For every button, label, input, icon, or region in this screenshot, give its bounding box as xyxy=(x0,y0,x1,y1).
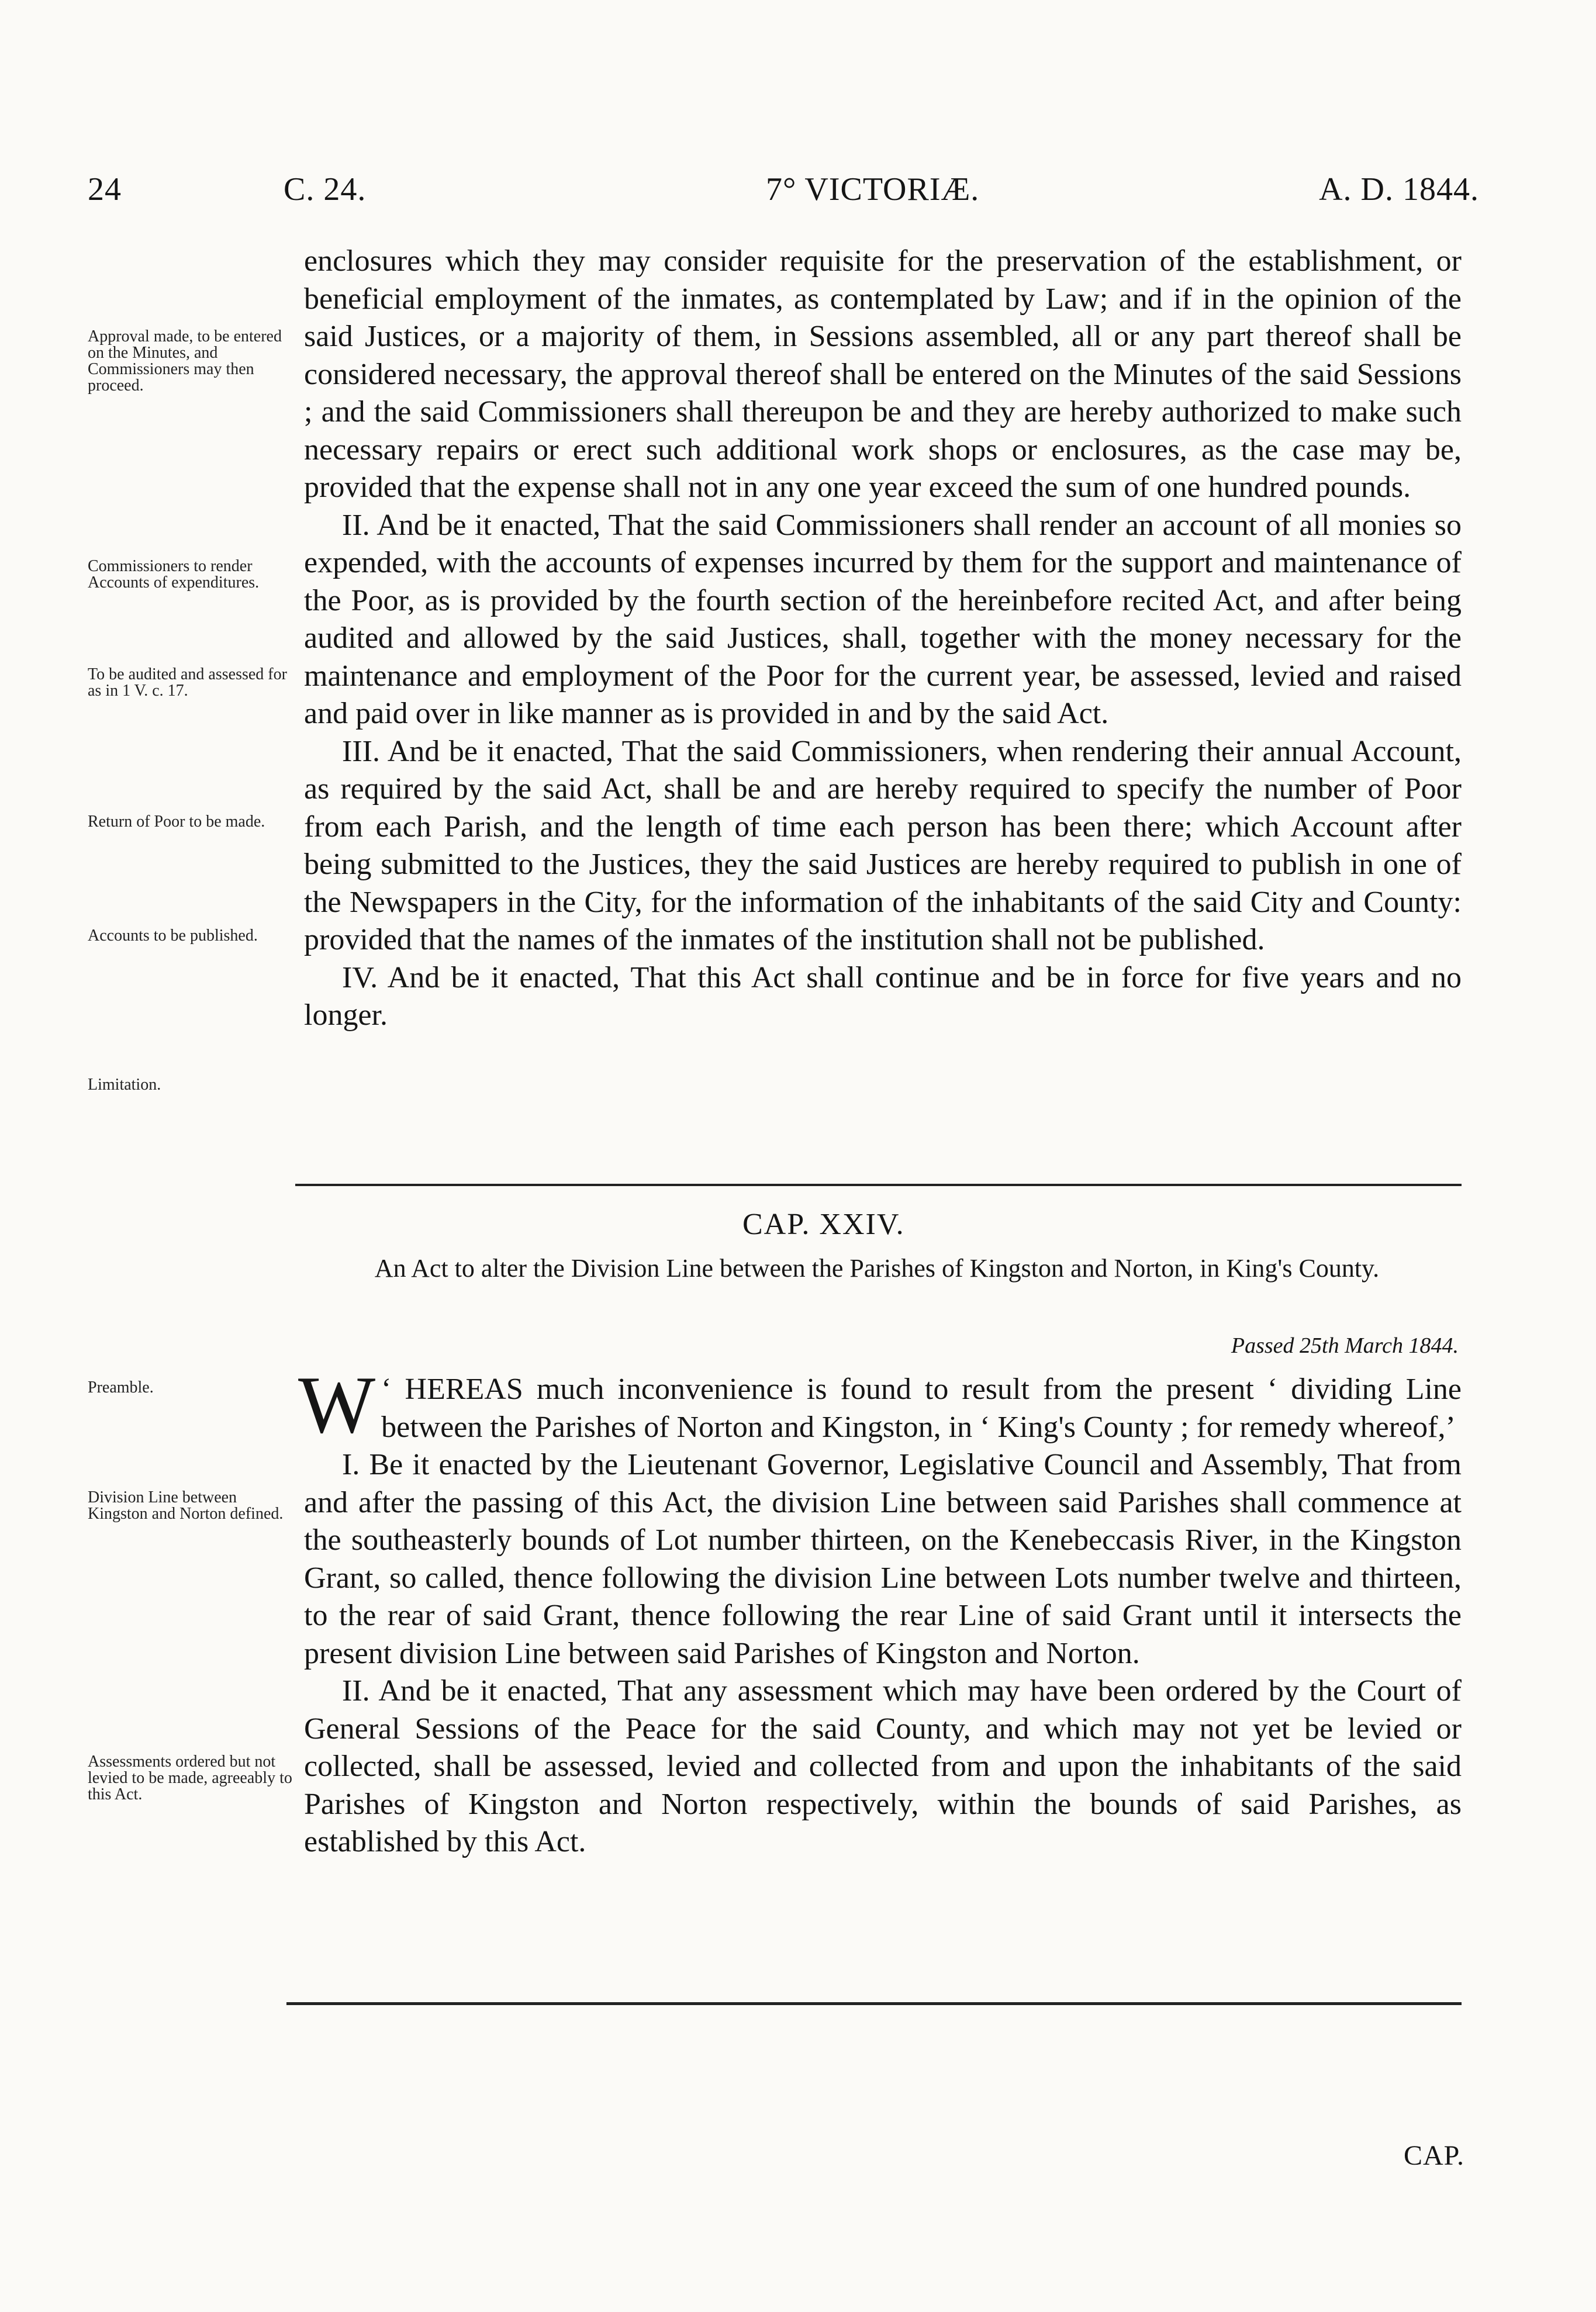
cap-xxiv-text xyxy=(298,1360,1462,1861)
continuation-paragraph: enclosures which they may consider requisite for the preservation of the establishment, or beneficial employment of the inmates, as contemplated by Law; and if in the opinion of the said Justices, or a majority of them, in Sessions assembled, all or any part thereof shall be considered necessary, the approval thereof shall be entered on the Minutes of the said Sessions ; and the said Commissioners shall thereupon be and they are hereby authorized to make such necessary repairs or erect such additional work shops or enclosures, as the case may be, provided that the expense shall not in any one year exceed the sum of one hundred pounds. xyxy=(304,244,1462,504)
margin-note-render-accounts: Commissioners to render Accounts of expenditures. xyxy=(88,557,260,592)
catchword: CAP. xyxy=(1403,2140,1464,2171)
margin-note-preamble: Preamble. xyxy=(88,1378,154,1397)
year-label: A. D. 1844. xyxy=(1319,171,1479,208)
margin-note-approval: Approval made, to be entered on the Minutes, and Commissioners may then proceed. xyxy=(88,327,282,395)
passed-date: Passed 25th March 1844. xyxy=(1231,1333,1459,1358)
section-divider-rule xyxy=(295,1184,1462,1186)
cap-section-1-paragraph: I. Be it enacted by the Lieutenant Governor, Legislative Council and Assembly, That from and after the passing of this Act, the division Line between said Parishes shall commence at the southeasterly bounds of Lot number thirteen, on the Kenebeccasis River, in the Kingston Grant, so called, thence following the division Line between Lots number twelve and thirteen, to the rear of said Grant, thence following the rear Line of said Grant until it intersects the present division Line between said Parishes of Kingston and Norton. xyxy=(304,1448,1462,1670)
section-2-paragraph: II. And be it enacted, That the said Commissioners shall render an account of all monies so expended, with the accounts of expenses incurred by them for the support and maintenance of the Poor, as is provided by the fourth section of the hereinbefore recited Act, and after being audited and allowed by the said Justices, shall, together with the money necessary for the maintenance and employment of the Poor for the current year, be assessed, levied and raised and paid over in like manner as is provided in and by the said Act. xyxy=(304,508,1462,730)
end-rule xyxy=(286,2002,1462,2005)
section-3-paragraph: III. And be it enacted, That the said Commissioners, when rendering their annual Account, as required by the said Act, shall be and are hereby required to specify the number of Poor from each Parish, and the length of time each person has been there; which Account after being submitted to the Justices, they the said Justices are hereby required to publish in one of the Newspapers in the City, for the information of the inhabitants of the said City and County: provided that the names of the inmates of the institution shall not be published. xyxy=(304,734,1462,956)
page-number: 24 xyxy=(88,171,122,208)
margin-note-division-line: Division Line between Kingston and Norton defined. xyxy=(88,1488,284,1523)
margin-note-accounts-published: Accounts to be published. xyxy=(88,927,258,945)
margin-note-return-of-poor: Return of Poor to be made. xyxy=(88,813,265,831)
chapter-number: C. 24. xyxy=(284,171,367,208)
margin-note-limitation: Limitation. xyxy=(88,1076,161,1094)
preamble-paragraph xyxy=(298,1360,1462,1450)
act-title: An Act to alter the Division Line between the Parishes of Kingston and Norton, in King's County. xyxy=(374,1254,1380,1283)
preamble-text: HEREAS much inconvenience is found to result from the present ‘ dividing Line between the Parishes of Norton and Kingston, in ‘ King's County ; for remedy whereof,’ xyxy=(381,1373,1462,1444)
preamble-opening-quote: ‘ xyxy=(381,1373,392,1406)
margin-note-assessments: Assessments ordered but not levied to be made, agreeably to this Act. xyxy=(88,1753,292,1803)
margin-note-audited: To be audited and assessed for as in 1 V. c. 17. xyxy=(88,665,287,700)
drop-cap: W xyxy=(298,1360,376,1450)
cap-section-2-paragraph: II. And be it enacted, That any assessment which may have been ordered by the Court of General Sessions of the Peace for the said County, and which may not yet be levied or collected, shall be assessed, levied and collected from and upon the inhabitants of the said Parishes of Kingston and Norton respectively, within the bounds of said Parishes, as established by this Act. xyxy=(304,1674,1462,1858)
reign-title: 7° VICTORIÆ. xyxy=(766,171,980,208)
section-4-paragraph: IV. And be it enacted, That this Act shall continue and be in force for five years and no longer. xyxy=(304,960,1462,1032)
running-header xyxy=(88,171,1479,217)
cap-heading: CAP. XXIV. xyxy=(742,1208,905,1241)
section-a-text xyxy=(304,243,1462,1035)
